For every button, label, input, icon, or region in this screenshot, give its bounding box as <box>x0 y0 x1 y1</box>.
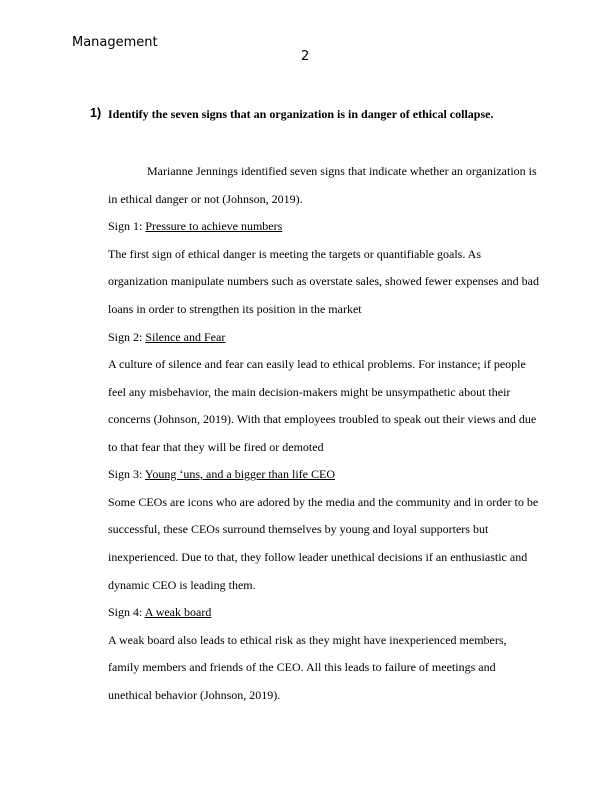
sign-prefix: Sign 2: <box>108 330 146 344</box>
sign-prefix: Sign 4: <box>108 605 145 619</box>
page-number: 2 <box>301 49 310 64</box>
sign-heading <box>108 467 335 482</box>
paragraph-line: dynamic CEO is leading them. <box>108 578 256 592</box>
paragraph-line: loans in order to strengthen its position in the market <box>108 302 362 316</box>
question-text: Identify the seven signs that an organization is in danger of ethical collapse. <box>108 107 494 121</box>
paragraph-line: family members and friends of the CEO. All this leads to failure of meetings and <box>108 660 496 674</box>
sign-heading <box>108 330 225 345</box>
paragraph-line: concerns (Johnson, 2019). With that employees troubled to speak out their views and due <box>108 412 537 426</box>
paragraph-line: in ethical danger or not (Johnson, 2019). <box>108 192 303 206</box>
paragraph-line: unethical behavior (Johnson, 2019). <box>108 688 281 702</box>
sign-heading <box>108 605 211 620</box>
running-header: Management <box>72 35 158 50</box>
sign-prefix: Sign 1: <box>108 219 146 233</box>
paragraph-line: Some CEOs are icons who are adored by the media and the community and in order to be <box>108 495 539 509</box>
paragraph-line: A culture of silence and fear can easily lead to ethical problems. For instance; if people <box>108 357 526 371</box>
sign-prefix: Sign 3: <box>108 467 145 481</box>
paragraph-line: feel any misbehavior, the main decision-makers might be unsympathetic about their <box>108 385 511 399</box>
sign-title: A weak board <box>144 605 212 619</box>
sign-title: Pressure to achieve numbers <box>145 219 283 233</box>
paragraph-line: to that fear that they will be fired or demoted <box>108 440 324 454</box>
paragraph-line: organization manipulate numbers such as overstate sales, showed fewer expenses and bad <box>108 274 539 288</box>
paragraph-line: Marianne Jennings identified seven signs that indicate whether an organization is <box>147 164 537 178</box>
sign-title: Silence and Fear <box>145 330 226 344</box>
paragraph-line: inexperienced. Due to that, they follow leader unethical decisions if an enthusiastic and <box>108 550 528 564</box>
paragraph-line: successful, these CEOs surround themselves by young and loyal supporters but <box>108 522 489 536</box>
question-number: 1) <box>90 106 102 120</box>
paragraph-line: The first sign of ethical danger is meeting the targets or quantifiable goals. As <box>108 247 482 261</box>
sign-heading <box>108 219 282 234</box>
sign-title: Young ‘uns, and a bigger than life CEO <box>144 467 335 481</box>
paragraph-line: A weak board also leads to ethical risk as they might have inexperienced members, <box>108 633 507 647</box>
